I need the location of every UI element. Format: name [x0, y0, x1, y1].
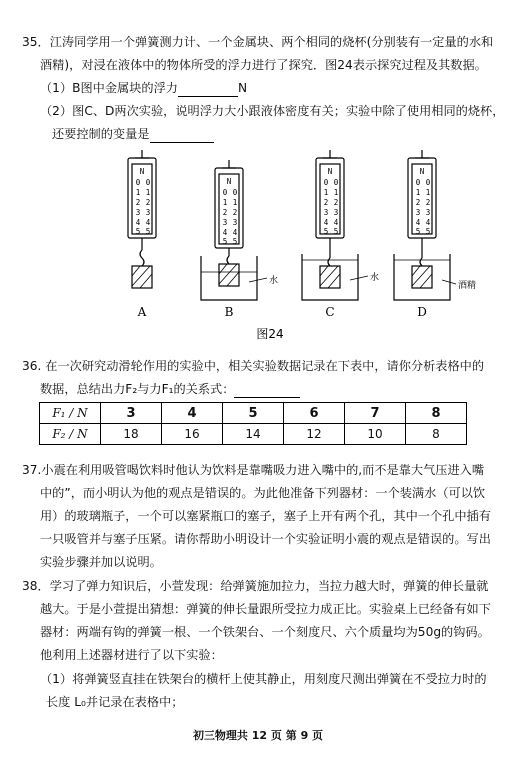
svg-text:3: 3 — [232, 218, 238, 227]
svg-text:2: 2 — [333, 198, 339, 207]
q38-line-6: 长度 L₀并记录在表格中； — [46, 695, 184, 709]
q38-line-2: 越大。于是小萱提出猜想：弹簧的伸长量跟所受拉力成正比。实验桌上已经备有如下 — [40, 602, 491, 616]
q37-line-1: 37.小震在利用吸管喝饮料时他认为饮料是靠嘴吸力进入嘴中的,而不是靠大气压进入嘴 — [22, 463, 485, 477]
table-cell: 8 — [406, 424, 467, 445]
table-cell: 4 — [162, 403, 223, 424]
svg-text:2: 2 — [425, 198, 431, 207]
svg-text:3: 3 — [323, 208, 329, 217]
svg-text:5: 5 — [135, 227, 141, 236]
q38-line-4: 他利用上述器材进行了以下实验： — [40, 648, 223, 662]
table-cell: 18 — [101, 424, 162, 445]
svg-text:4: 4 — [222, 228, 228, 237]
page-footer: 初三物理共 12 页 第 9 页 — [192, 729, 324, 742]
table-cell: 3 — [101, 403, 162, 424]
svg-text:1: 1 — [222, 198, 228, 207]
svg-text:5: 5 — [415, 227, 421, 236]
q37-line-5: 实验步骤并加以说明。 — [40, 555, 162, 569]
water-label-c: 水 — [370, 273, 380, 283]
svg-text:4: 4 — [232, 228, 238, 237]
svg-text:1: 1 — [145, 188, 151, 197]
q36-line-1: 36. 在一次研究动滑轮作用的实验中，相关实验数据记录在下表中，请你分析表格中的 — [22, 359, 485, 373]
q35-sub2-cont — [52, 126, 214, 143]
table-cell: 7 — [345, 403, 406, 424]
q37-line-4: 一只吸管并与塞子压紧。请你帮助小明设计一个实验证明小震的观点是错误的。写出 — [40, 532, 491, 546]
q35-sub1-blank[interactable] — [178, 80, 238, 97]
q38-line-5: （1）将弹簧竖直挂在铁架台的横杆上使其静止，用刻度尺测出弹簧在不受拉力时的 — [40, 672, 487, 686]
svg-text:5: 5 — [145, 227, 151, 236]
q36-answer-blank[interactable] — [234, 381, 300, 398]
q35-sub1 — [40, 80, 247, 97]
table-cell: 8 — [406, 403, 467, 424]
svg-text:0: 0 — [222, 188, 228, 197]
svg-text:5: 5 — [425, 227, 431, 236]
svg-text:N: N — [139, 167, 145, 176]
q35-sub1-unit: N — [238, 81, 248, 95]
q35-sub1-text: （1）B图中金属块的浮力 — [40, 81, 178, 95]
table-row-f2 — [40, 424, 467, 445]
svg-text:2: 2 — [323, 198, 329, 207]
alcohol-label-d: 酒精 — [458, 281, 477, 291]
water-label-b: 水 — [269, 276, 279, 286]
svg-text:0: 0 — [415, 178, 421, 187]
svg-text:1: 1 — [415, 188, 421, 197]
panel-label-c: C — [325, 305, 335, 319]
svg-text:4: 4 — [425, 218, 431, 227]
table-cell: 6 — [284, 403, 345, 424]
svg-text:0: 0 — [323, 178, 329, 187]
panel-label-b: B — [224, 305, 234, 319]
svg-text:1: 1 — [333, 188, 339, 197]
table-cell: 16 — [162, 424, 223, 445]
q36-line-2-text: 数据，总结出力F₂与力F₁的关系式： — [40, 382, 235, 396]
q35-sub2: （2）图C、D两次实验，说明浮力大小跟液体密度有关；实验中除了使用相同的烧杯， — [40, 104, 505, 118]
svg-text:4: 4 — [135, 218, 141, 227]
svg-text:3: 3 — [222, 218, 228, 227]
svg-text:0: 0 — [145, 178, 151, 187]
svg-text:1: 1 — [135, 188, 141, 197]
svg-text:2: 2 — [232, 208, 238, 217]
q36-line-2 — [40, 381, 300, 398]
figure-caption: 图24 — [256, 327, 284, 340]
figure-24 — [110, 150, 490, 340]
f1-f2-table — [39, 402, 467, 445]
svg-text:2: 2 — [222, 208, 228, 217]
svg-text:N: N — [419, 167, 425, 176]
table-header-f2: F₂ / N — [40, 424, 101, 445]
svg-text:4: 4 — [415, 218, 421, 227]
svg-text:0: 0 — [135, 178, 141, 187]
svg-text:3: 3 — [415, 208, 421, 217]
q35-line-2: 酒精)，对浸在液体中的物体所受的浮力进行了探究．图24表示探究过程及其数据。 — [40, 58, 487, 72]
svg-text:3: 3 — [425, 208, 431, 217]
svg-text:4: 4 — [333, 218, 339, 227]
q35-sub2-text: 还要控制的变量是 — [52, 127, 150, 141]
q35-line-1: 35．江涛同学用一个弹簧测力计、一个金属块、两个相同的烧杯(分别装有一定量的水和 — [22, 35, 494, 49]
svg-text:N: N — [226, 177, 232, 186]
svg-text:5: 5 — [232, 237, 238, 246]
q35-sub2-blank[interactable] — [150, 126, 214, 143]
svg-text:4: 4 — [145, 218, 151, 227]
table-cell: 10 — [345, 424, 406, 445]
svg-text:4: 4 — [323, 218, 329, 227]
table-cell: 5 — [223, 403, 284, 424]
table-header-f1: F₁ / N — [40, 403, 101, 424]
svg-text:1: 1 — [232, 198, 238, 207]
svg-text:3: 3 — [333, 208, 339, 217]
svg-text:1: 1 — [323, 188, 329, 197]
svg-text:0: 0 — [425, 178, 431, 187]
svg-text:5: 5 — [333, 227, 339, 236]
q37-line-2: 中的”，而小明认为他的观点是错误的。为此他准备下列器材：一个装满水（可以饮 — [40, 486, 486, 500]
svg-text:3: 3 — [145, 208, 151, 217]
table-row-f1 — [40, 403, 467, 424]
panel-label-d: D — [417, 305, 427, 319]
svg-text:0: 0 — [232, 188, 238, 197]
q38-line-3: 器材：两端有钩的弹簧一根、一个铁架台、一个刻度尺、六个质量均为50g的钩码。 — [40, 625, 490, 639]
svg-text:0: 0 — [333, 178, 339, 187]
svg-text:2: 2 — [415, 198, 421, 207]
svg-text:3: 3 — [135, 208, 141, 217]
svg-text:5: 5 — [222, 237, 228, 246]
q38-line-1: 38．学习了弹力知识后，小萱发现：给弹簧施加拉力，当拉力越大时，弹簧的伸长量就 — [22, 579, 489, 593]
panel-label-a: A — [137, 305, 147, 319]
q37-line-3: 用）的玻璃瓶子，一个可以塞紧瓶口的塞子，塞子上开有两个孔，其中一个孔中插有 — [40, 509, 491, 523]
svg-text:N: N — [327, 167, 333, 176]
svg-text:5: 5 — [323, 227, 329, 236]
table-cell: 14 — [223, 424, 284, 445]
svg-text:2: 2 — [135, 198, 141, 207]
svg-text:1: 1 — [425, 188, 431, 197]
table-cell: 12 — [284, 424, 345, 445]
svg-text:2: 2 — [145, 198, 151, 207]
